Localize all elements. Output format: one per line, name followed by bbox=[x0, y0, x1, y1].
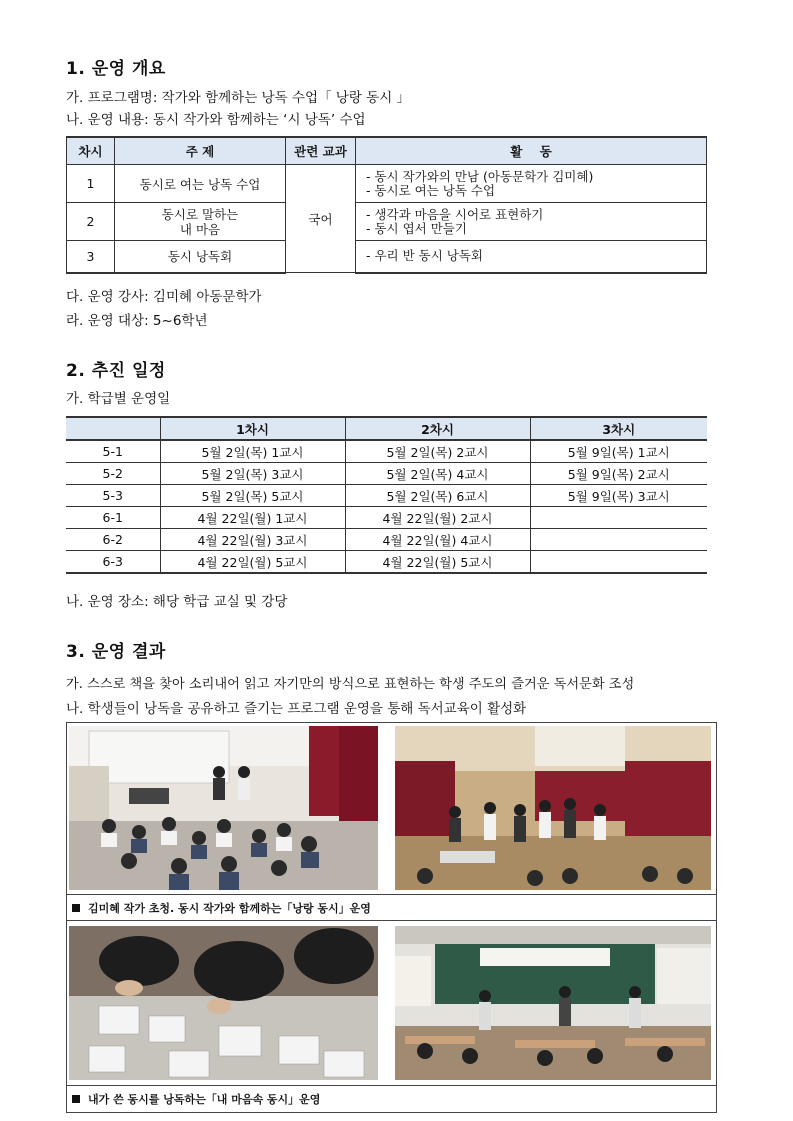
col-header-session-2: 2차시 bbox=[345, 417, 530, 440]
photo-caption-2 bbox=[72, 1091, 320, 1107]
table-row bbox=[67, 241, 707, 273]
photo-author-visit-auditorium bbox=[395, 726, 711, 890]
photo-illustration bbox=[395, 926, 711, 1080]
schedule-cell bbox=[530, 529, 707, 551]
instructor-line: 다. 운영 강사: 김미혜 아동문학가 bbox=[66, 289, 262, 305]
schedule-cell: 4월 22일(월) 4교시 bbox=[345, 529, 530, 551]
table-row bbox=[66, 440, 707, 463]
photo-illustration bbox=[395, 726, 711, 890]
table-header-row bbox=[67, 137, 707, 165]
schedule-cell: 5월 2일(목) 1교시 bbox=[160, 440, 345, 463]
schedule-cell: 5월 2일(목) 2교시 bbox=[345, 440, 530, 463]
section-1-heading: 1. 운영 개요 bbox=[66, 59, 166, 79]
col-header-class bbox=[66, 417, 160, 440]
session-activity bbox=[356, 203, 707, 241]
schedule-cell: 5월 9일(목) 1교시 bbox=[530, 440, 707, 463]
col-header-topic: 주 제 bbox=[115, 137, 286, 165]
schedule-table-body bbox=[66, 440, 707, 573]
schedule-cell: 5월 2일(목) 3교시 bbox=[160, 463, 345, 485]
venue-line: 나. 운영 장소: 해당 학급 교실 및 강당 bbox=[66, 594, 288, 610]
class-cell: 6-1 bbox=[66, 507, 160, 529]
class-cell: 6-2 bbox=[66, 529, 160, 551]
result-line-b: 나. 학생들이 낭독을 공유하고 즐기는 프로그램 운영을 통해 독서교육이 활성화 bbox=[66, 701, 527, 717]
table-row bbox=[66, 485, 707, 507]
table-row bbox=[66, 507, 707, 529]
session-topic: 동시로 여는 낭독 수업 bbox=[115, 165, 286, 203]
program-content-line: 나. 운영 내용: 동시 작가와 함께하는 ‘시 낭독’ 수업 bbox=[66, 112, 366, 128]
photo-caption-1 bbox=[72, 900, 371, 916]
caption-text: 내가 쓴 동시를 낭독하는「내 마음속 동시」운영 bbox=[88, 1093, 321, 1106]
activity-item: - 동시 엽서 만들기 bbox=[366, 220, 467, 236]
related-subject: 국어 bbox=[286, 165, 356, 273]
schedule-cell: 5월 9일(목) 3교시 bbox=[530, 485, 707, 507]
caption-divider bbox=[66, 894, 717, 895]
table-row bbox=[67, 203, 707, 241]
session-activity bbox=[356, 241, 707, 273]
schedule-cell: 4월 22일(월) 5교시 bbox=[345, 551, 530, 574]
schedule-cell: 5월 2일(목) 4교시 bbox=[345, 463, 530, 485]
activity-item: - 동시 작가와의 만남 (아동문학가 김미혜) bbox=[366, 168, 594, 184]
result-line-a: 가. 스스로 책을 찾아 소리내어 읽고 자기만의 방식으로 표현하는 학생 주도의 즐거운 독서문화 조성 bbox=[66, 677, 635, 692]
schedule-cell: 4월 22일(월) 5교시 bbox=[160, 551, 345, 574]
table-row bbox=[66, 529, 707, 551]
schedule-cell: 4월 22일(월) 1교시 bbox=[160, 507, 345, 529]
schedule-subtitle: 가. 학급별 운영일 bbox=[66, 391, 171, 407]
col-header-activity: 활 동 bbox=[356, 137, 707, 165]
class-cell: 5-2 bbox=[66, 463, 160, 485]
session-number: 1 bbox=[67, 165, 115, 203]
section-3-heading: 3. 운영 결과 bbox=[66, 642, 166, 662]
caption-text: 김미혜 작가 초청. 동시 작가와 함께하는「낭랑 동시」운영 bbox=[88, 902, 371, 915]
lesson-plan-table bbox=[66, 136, 707, 274]
target-line: 라. 운영 대상: 5~6학년 bbox=[66, 313, 208, 329]
photo-classroom-reading bbox=[395, 926, 711, 1080]
schedule-table bbox=[66, 416, 707, 574]
schedule-cell: 5월 9일(목) 2교시 bbox=[530, 463, 707, 485]
schedule-cell: 4월 22일(월) 3교시 bbox=[160, 529, 345, 551]
col-header-session: 차시 bbox=[67, 137, 115, 165]
table-header-row bbox=[66, 417, 707, 440]
activity-item: - 우리 반 동시 낭독회 bbox=[366, 248, 484, 264]
photo-illustration bbox=[69, 726, 378, 890]
activity-item: - 동시로 여는 낭독 수업 bbox=[366, 182, 496, 198]
col-header-session-1: 1차시 bbox=[160, 417, 345, 440]
bullet-square-icon bbox=[72, 1095, 80, 1103]
caption-divider bbox=[66, 920, 717, 921]
table-row bbox=[67, 165, 707, 203]
bullet-square-icon bbox=[72, 904, 80, 912]
schedule-cell: 5월 2일(목) 5교시 bbox=[160, 485, 345, 507]
section-2-heading: 2. 추진 일정 bbox=[66, 361, 166, 381]
schedule-cell: 5월 2일(목) 6교시 bbox=[345, 485, 530, 507]
class-cell: 5-1 bbox=[66, 440, 160, 463]
photo-students-writing-poems bbox=[69, 926, 378, 1080]
class-cell: 6-3 bbox=[66, 551, 160, 574]
session-number: 3 bbox=[67, 241, 115, 273]
session-topic: 동시로 말하는 내 마음 bbox=[115, 203, 286, 241]
program-name-line: 가. 프로그램명: 작가와 함께하는 낭독 수업「 낭랑 동시 」 bbox=[66, 90, 411, 106]
col-header-session-3: 3차시 bbox=[530, 417, 707, 440]
table-row bbox=[66, 551, 707, 574]
col-header-subject: 관련 교과 bbox=[286, 137, 356, 165]
session-topic: 동시 낭독회 bbox=[115, 241, 286, 273]
table-row bbox=[66, 463, 707, 485]
session-activity bbox=[356, 165, 707, 203]
activity-item: - 생각과 마음을 시어로 표현하기 bbox=[366, 206, 544, 222]
schedule-cell: 4월 22일(월) 2교시 bbox=[345, 507, 530, 529]
schedule-cell bbox=[530, 551, 707, 574]
photo-author-visit-classroom bbox=[69, 726, 378, 890]
class-cell: 5-3 bbox=[66, 485, 160, 507]
photo-illustration bbox=[69, 926, 378, 1080]
session-number: 2 bbox=[67, 203, 115, 241]
schedule-cell bbox=[530, 507, 707, 529]
caption-divider bbox=[66, 1085, 717, 1086]
